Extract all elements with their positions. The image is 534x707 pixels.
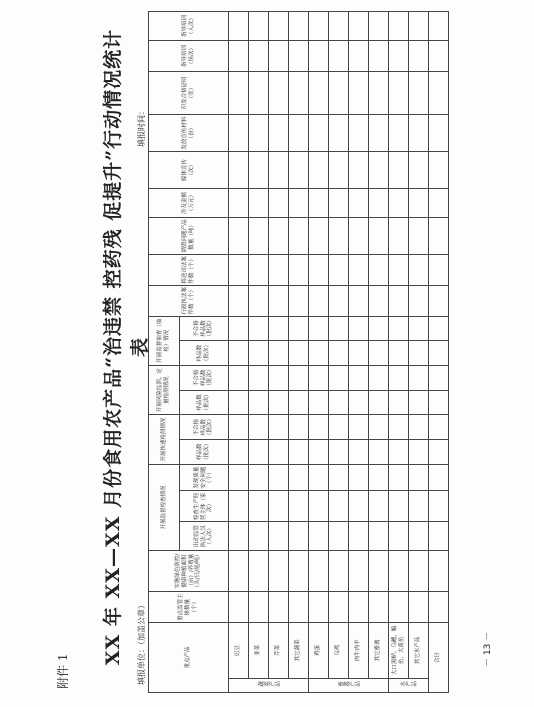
table-cell — [409, 491, 429, 522]
table-cell — [289, 254, 309, 285]
table-cell — [309, 415, 329, 440]
row-label: 芹菜 — [269, 623, 289, 679]
table-cell — [409, 592, 429, 623]
table-cell — [229, 41, 249, 72]
table-cell — [389, 390, 409, 415]
table-cell — [309, 115, 329, 152]
row-label: 其它水产品 — [409, 623, 429, 679]
total-row — [429, 12, 449, 693]
table-cell — [349, 217, 369, 254]
table-cell — [329, 41, 349, 72]
table-cell — [429, 464, 449, 491]
table-cell — [229, 12, 249, 41]
table-cell — [269, 285, 289, 316]
table-cell — [289, 464, 309, 491]
table-cell — [229, 115, 249, 152]
table-cell — [329, 316, 349, 341]
table-cell — [369, 440, 389, 465]
table-cell — [269, 115, 289, 152]
header-supervise-group: 开展监督抽查（抽检）情况 — [149, 316, 180, 365]
table-cell — [409, 341, 429, 366]
table-cell — [289, 551, 309, 592]
table-cell — [289, 115, 309, 152]
table-cell — [369, 592, 389, 623]
table-cell — [389, 217, 409, 254]
table-cell — [409, 152, 429, 189]
table-cell — [269, 341, 289, 366]
row-label: 韭菜 — [249, 623, 269, 679]
table-cell — [369, 71, 389, 114]
table-cell — [389, 254, 409, 285]
table-cell — [329, 415, 349, 440]
table-cell — [249, 12, 269, 41]
table-cell — [409, 365, 429, 390]
table-cell — [369, 12, 389, 41]
table-cell — [429, 415, 449, 440]
table-cell — [329, 217, 349, 254]
table-cell — [229, 316, 249, 341]
header-supervise-batches: 样品数（批次） — [180, 341, 229, 366]
table-cell — [329, 592, 349, 623]
header-rapid-fail: 不合格样品数（批次） — [180, 415, 229, 440]
table-cell — [409, 12, 429, 41]
table-cell — [409, 522, 429, 551]
table-row — [229, 12, 249, 693]
table-cell — [309, 189, 329, 218]
table-cell — [429, 365, 449, 390]
table-cell — [389, 522, 409, 551]
table-cell — [229, 415, 249, 440]
table-cell — [369, 217, 389, 254]
table-cell — [329, 152, 349, 189]
header-certificates: 印发合格证明（张） — [149, 71, 229, 114]
table-cell — [269, 415, 289, 440]
table-cell — [229, 71, 249, 114]
table-cell — [269, 71, 289, 114]
table-cell — [409, 41, 429, 72]
header-inspectors: 出动监管执法人员（人次） — [180, 522, 229, 551]
header-materials: 发放宣传材料（份） — [149, 115, 229, 152]
table-cell — [349, 254, 369, 285]
table-cell — [349, 551, 369, 592]
table-cell — [289, 41, 309, 72]
table-cell — [349, 415, 369, 440]
table-cell — [409, 217, 429, 254]
header-rapid-group: 开展快速检测情况 — [149, 415, 180, 464]
table-cell — [269, 491, 289, 522]
category-aquatic: 水产品 — [389, 678, 429, 692]
table-cell — [249, 365, 269, 390]
table-body — [229, 12, 449, 693]
table-cell — [229, 341, 249, 366]
row-label: 肉牛肉羊 — [349, 623, 369, 679]
table-cell — [329, 522, 349, 551]
attachment-label: 附件 1 — [56, 653, 70, 689]
table-cell — [429, 254, 449, 285]
statistics-table — [148, 11, 449, 693]
table-cell — [389, 71, 409, 114]
table-cell — [429, 12, 449, 41]
table-cell — [369, 365, 389, 390]
table-cell — [289, 12, 309, 41]
table-cell — [369, 189, 389, 218]
table-cell — [289, 189, 309, 218]
table-cell — [429, 189, 449, 218]
table-cell — [289, 491, 309, 522]
header-supervise-fail: 不合格样品数（批次） — [180, 316, 229, 341]
table-row — [269, 12, 289, 693]
table-cell — [269, 12, 289, 41]
table-cell — [349, 189, 369, 218]
table-cell — [429, 551, 449, 592]
table-cell — [309, 365, 329, 390]
table-cell — [309, 464, 329, 491]
table-cell — [349, 316, 369, 341]
table-cell — [429, 390, 449, 415]
table-cell — [309, 152, 329, 189]
table-cell — [389, 491, 409, 522]
table-cell — [329, 440, 349, 465]
table-cell — [309, 551, 329, 592]
table-row — [249, 12, 269, 693]
table-cell — [329, 115, 349, 152]
table-cell — [429, 71, 449, 114]
table-cell — [249, 491, 269, 522]
table-cell — [389, 365, 409, 390]
table-cell — [249, 189, 269, 218]
row-label: 乌鸡 — [329, 623, 349, 679]
table-cell — [349, 365, 369, 390]
table-row — [409, 12, 429, 693]
table-cell — [229, 152, 249, 189]
table-cell — [309, 217, 329, 254]
table-cell — [409, 390, 429, 415]
header-risk-batches: 样品数（批次） — [180, 390, 229, 415]
table-cell — [249, 152, 269, 189]
table-cell — [349, 440, 369, 465]
header-inspection-group: 开展监督检查情况 — [149, 464, 180, 550]
table-cell — [429, 522, 449, 551]
table-cell — [269, 592, 289, 623]
table-cell — [349, 390, 369, 415]
table-cell — [229, 551, 249, 592]
table-cell — [369, 254, 389, 285]
table-cell — [389, 415, 409, 440]
table-cell — [289, 365, 309, 390]
table-cell — [329, 285, 349, 316]
table-cell — [429, 41, 449, 72]
table-cell — [389, 341, 409, 366]
table-cell — [349, 592, 369, 623]
table-cell — [269, 390, 289, 415]
table-cell — [229, 592, 249, 623]
table-cell — [409, 415, 429, 440]
table-cell — [309, 316, 329, 341]
table-cell — [309, 41, 329, 72]
table-cell — [369, 341, 389, 366]
table-cell — [429, 152, 449, 189]
table-cell — [249, 115, 269, 152]
table-cell — [309, 491, 329, 522]
table-cell — [249, 464, 269, 491]
total-label: 合计 — [429, 623, 449, 693]
table-cell — [249, 415, 269, 440]
header-transfer-cases: 移送司法案件数（个） — [149, 254, 229, 285]
header-subjects-checked: 检查生产经营主体（家次） — [180, 491, 229, 522]
fill-date-label: 填报时间： — [137, 107, 146, 147]
table-cell — [249, 551, 269, 592]
table-cell — [289, 415, 309, 440]
table-cell — [269, 522, 289, 551]
table-cell — [269, 464, 289, 491]
table-cell — [329, 189, 349, 218]
header-risk-fail: 不合格样品数（批次） — [180, 365, 229, 390]
table-cell — [269, 551, 289, 592]
table-cell — [249, 217, 269, 254]
table-cell — [289, 592, 309, 623]
table-cell — [349, 115, 369, 152]
table-cell — [369, 316, 389, 341]
table-cell — [409, 316, 429, 341]
header-training-sessions: 指导培训（场次） — [149, 41, 229, 72]
table-cell — [249, 592, 269, 623]
table-cell — [249, 41, 269, 72]
table-cell — [369, 522, 389, 551]
table-cell — [349, 491, 369, 522]
header-row-1 — [149, 12, 180, 693]
table-cell — [349, 71, 369, 114]
table-cell — [269, 440, 289, 465]
table-cell — [309, 254, 329, 285]
table-cell — [349, 41, 369, 72]
table-cell — [309, 390, 329, 415]
table-cell — [309, 522, 329, 551]
table-cell — [229, 365, 249, 390]
row-label: 大口黑鲈、乌鳢、鳊鱼、大黄鱼 — [389, 623, 409, 679]
row-label: 鸡蛋 — [309, 623, 329, 679]
table-cell — [329, 365, 349, 390]
table-cell — [349, 152, 369, 189]
table-cell — [349, 522, 369, 551]
table-cell — [389, 316, 409, 341]
table-cell — [229, 440, 249, 465]
table-cell — [409, 254, 429, 285]
filler-label: 填报单位：（加盖公章） — [137, 601, 146, 685]
table-cell — [429, 341, 449, 366]
table-cell — [429, 491, 449, 522]
table-cell — [429, 217, 449, 254]
table-cell — [269, 316, 289, 341]
table-cell — [329, 341, 349, 366]
document-title: XX 年 XX—XX 月份食用农产品“治违禁 控药残 促提升”行动情况统计表 — [102, 28, 151, 666]
table-cell — [289, 316, 309, 341]
table-cell — [349, 12, 369, 41]
table-cell — [229, 189, 249, 218]
table-cell — [389, 41, 409, 72]
table-cell — [289, 390, 309, 415]
header-admin-cases: 行政执法案件数（个） — [149, 285, 229, 316]
table-cell — [309, 440, 329, 465]
table-cell — [249, 254, 269, 285]
table-cell — [349, 341, 369, 366]
table-cell — [229, 254, 249, 285]
table-cell — [309, 12, 329, 41]
table-cell — [229, 522, 249, 551]
table-cell — [369, 285, 389, 316]
table-cell — [249, 316, 269, 341]
table-cell — [429, 285, 449, 316]
table-cell — [369, 115, 389, 152]
table-cell — [269, 365, 289, 390]
table-cell — [249, 440, 269, 465]
table-cell — [389, 440, 409, 465]
table-cell — [229, 464, 249, 491]
table-cell — [329, 491, 349, 522]
header-key-subjects: 重点监管主体数量（个） — [149, 592, 229, 623]
header-media: 媒体宣传（次） — [149, 152, 229, 189]
table-cell — [229, 285, 249, 316]
table-cell — [349, 464, 369, 491]
table-cell — [369, 41, 389, 72]
table-cell — [369, 390, 389, 415]
table-cell — [249, 341, 269, 366]
table-cell — [309, 285, 329, 316]
header-trainees: 指导培训（人次） — [149, 12, 229, 41]
table-cell — [369, 152, 389, 189]
table-cell — [409, 189, 429, 218]
header-green-area: 实施绿色防控/健康种植面积（亩）/养殖量（头/只/尾/吨） — [149, 551, 229, 592]
table-cell — [429, 440, 449, 465]
table-cell — [409, 285, 429, 316]
table-cell — [389, 12, 409, 41]
table-row — [389, 12, 409, 693]
table-cell — [309, 71, 329, 114]
table-cell — [289, 341, 309, 366]
row-label: 其它畜禽 — [369, 623, 389, 679]
table-cell — [409, 71, 429, 114]
header-risk-group: 开展风险监测、定量检测情况 — [149, 365, 180, 414]
table-cell — [249, 71, 269, 114]
table-cell — [229, 217, 249, 254]
table-row — [369, 12, 389, 693]
table-cell — [289, 71, 309, 114]
table-cell — [289, 152, 309, 189]
table-cell — [269, 254, 289, 285]
header-rapid-batches: 样品数（批次） — [180, 440, 229, 465]
table-cell — [289, 285, 309, 316]
table-cell — [409, 115, 429, 152]
category-livestock: 畜禽产品 — [309, 678, 389, 692]
table-cell — [269, 189, 289, 218]
page-number: － 13 － — [483, 631, 493, 667]
table-cell — [369, 464, 389, 491]
row-label: 其它蔬菜 — [289, 623, 309, 679]
table-cell — [389, 592, 409, 623]
category-vegetables: 蔬菜产品 — [229, 678, 309, 692]
table-cell — [329, 254, 349, 285]
table-cell — [429, 592, 449, 623]
table-cell — [329, 71, 349, 114]
table-cell — [389, 464, 409, 491]
table-cell — [289, 217, 309, 254]
header-product: 重点产品 — [149, 623, 229, 693]
table-cell — [409, 464, 429, 491]
table-cell — [369, 491, 389, 522]
table-cell — [389, 115, 409, 152]
table-cell — [389, 189, 409, 218]
table-cell — [329, 551, 349, 592]
table-cell — [389, 285, 409, 316]
table-cell — [269, 152, 289, 189]
table-cell — [389, 551, 409, 592]
header-destroyed: 销毁问题产品数量（吨） — [149, 217, 229, 254]
table-cell — [409, 440, 429, 465]
table-row — [309, 12, 329, 693]
table-cell — [229, 491, 249, 522]
table-cell — [429, 316, 449, 341]
table-cell — [329, 12, 349, 41]
table-cell — [249, 522, 269, 551]
table-cell — [309, 341, 329, 366]
table-cell — [329, 390, 349, 415]
table-row — [329, 12, 349, 693]
table-cell — [429, 115, 449, 152]
table-cell — [349, 285, 369, 316]
table-cell — [409, 551, 429, 592]
header-amount: 涉及金额（万元） — [149, 189, 229, 218]
table-cell — [269, 217, 289, 254]
table-cell — [249, 285, 269, 316]
table-cell — [309, 592, 329, 623]
table-cell — [389, 152, 409, 189]
table-row — [349, 12, 369, 693]
table-cell — [289, 440, 309, 465]
table-row — [289, 12, 309, 693]
table-cell — [369, 551, 389, 592]
table-cell — [369, 415, 389, 440]
table-cell — [289, 522, 309, 551]
table-cell — [249, 390, 269, 415]
row-label: 豇豆 — [229, 623, 249, 679]
table-cell — [269, 41, 289, 72]
header-risks-found: 发现质量安全问题（个） — [180, 464, 229, 491]
table-cell — [329, 464, 349, 491]
table-cell — [229, 390, 249, 415]
